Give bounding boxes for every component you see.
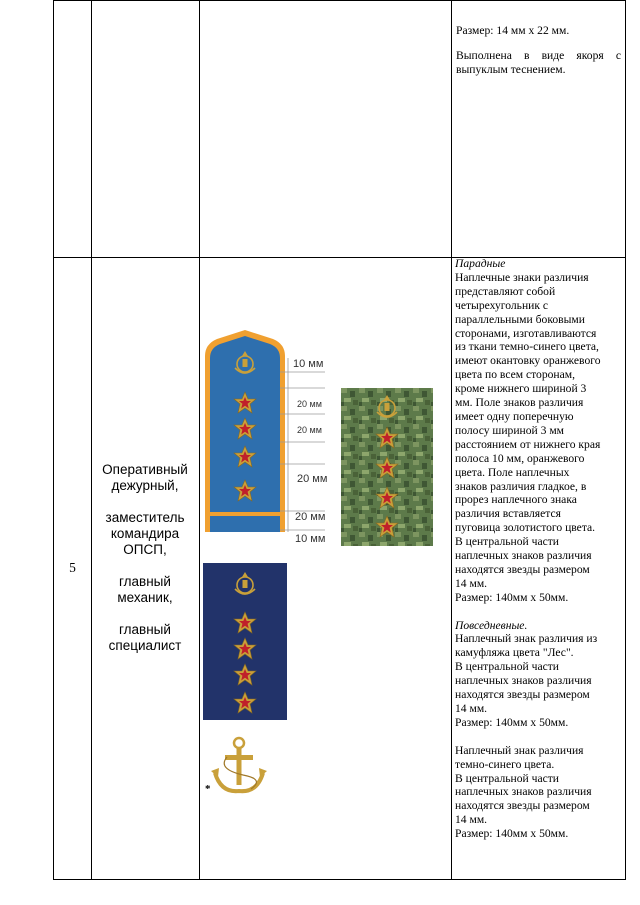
parade-line: параллельными боковыми xyxy=(455,312,585,326)
dimension-label: 10 мм xyxy=(293,358,324,370)
daily-line: наплечных знаков различия xyxy=(455,674,592,688)
position-line: ОПСП, xyxy=(123,542,167,557)
row-number: 5 xyxy=(69,560,76,575)
position-line: дежурный, xyxy=(111,478,179,493)
daily-line: наплечных знаков различия xyxy=(455,785,592,799)
parade-line: 14 мм. xyxy=(455,576,488,590)
top-row-description xyxy=(456,24,621,77)
daily-line: 14 мм. xyxy=(455,813,488,827)
parade-line: кроме нижнего шириной 3 xyxy=(455,382,587,396)
daily-line: темно-синего цвета. xyxy=(455,757,555,771)
parade-line: расстоянием от нижнего края xyxy=(455,437,601,451)
daily-line: находятся звезды размером xyxy=(455,688,590,702)
camouflage-shoulder-board xyxy=(341,388,433,546)
parade-line: мм. Поле знаков различия xyxy=(455,396,584,410)
parade-line: полосу шириной 3 мм xyxy=(455,423,565,437)
daily-line: камуфляжа цвета "Лес". xyxy=(455,646,574,660)
daily-title: Повседневные. xyxy=(455,618,528,632)
parade-line: различия вставляется xyxy=(455,507,561,521)
position-line: Оперативный xyxy=(102,462,188,477)
position-line: специалист xyxy=(108,638,182,653)
anchor-description: Выполнена в виде якоря с выпуклым теснением. xyxy=(456,48,621,76)
parade-line: находятся звезды размером xyxy=(455,562,590,576)
parade-line: Наплечные знаки различия xyxy=(455,270,589,284)
position-line: командира xyxy=(110,526,180,541)
position-line: механик, xyxy=(117,590,173,605)
parade-line: наплечных знаков различия xyxy=(455,549,592,563)
parade-title: Парадные xyxy=(455,257,506,270)
position-line: главный xyxy=(119,574,171,589)
table-border-left xyxy=(53,0,54,880)
parade-line: имеет одну поперечную xyxy=(455,409,574,423)
parade-line: прорез наплечного знака xyxy=(455,493,577,507)
dimension-label: 10 мм xyxy=(295,533,326,545)
table-border-bottom xyxy=(53,879,626,880)
parade-line: четырехугольник с xyxy=(455,298,549,312)
parade-line: знаков различия гладкое, в xyxy=(455,479,587,493)
daily-line: Наплечный знак различия xyxy=(455,743,584,757)
parade-line: сторонами, изготавливаются xyxy=(455,326,597,340)
parade-line: из ткани темно-синего цвета, xyxy=(455,340,599,354)
size-text: Размер: 14 мм х 22 мм. xyxy=(456,24,570,37)
dimension-label: 20 мм xyxy=(297,425,322,435)
daily-line: Размер: 140мм х 50мм. xyxy=(455,715,569,729)
daily-line: 14 мм. xyxy=(455,701,488,715)
daily-line: Размер: 140мм х 50мм. xyxy=(455,827,569,841)
parade-line: цвета. Поле наплечных xyxy=(455,465,570,479)
parade-line: имеют окантовку оранжевого xyxy=(455,354,601,368)
position-line: заместитель xyxy=(105,510,185,525)
asterisk-note: * xyxy=(205,783,211,795)
dimension-label: 20 мм xyxy=(297,473,328,485)
daily-line: В центральной части xyxy=(455,771,560,785)
dimension-label: 20 мм xyxy=(295,511,326,523)
parade-line: В центральной части xyxy=(455,535,560,549)
daily-line: находятся звезды размером xyxy=(455,799,590,813)
table-border-right xyxy=(625,0,626,880)
navy-shoulder-board xyxy=(203,563,287,720)
description-column xyxy=(455,257,623,841)
parade-line: пуговица золотистого цвета. xyxy=(455,521,596,535)
parade-line: Размер: 140мм х 50мм. xyxy=(455,590,569,604)
parade-line: представляют собой xyxy=(455,284,556,298)
dimension-label: 20 мм xyxy=(297,399,322,409)
table-border-top xyxy=(53,0,626,1)
table-divider-1 xyxy=(91,0,92,880)
anchor-icon xyxy=(207,735,277,797)
daily-line: Наплечный знак различия из xyxy=(455,632,598,646)
parade-line: цвета по всем сторонам, xyxy=(455,368,576,382)
position-line: главный xyxy=(119,622,171,637)
daily-line: В центральной части xyxy=(455,660,560,674)
parade-line: полоса 10 мм, оранжевого xyxy=(455,451,585,465)
position-titles xyxy=(93,462,197,654)
table-divider-3 xyxy=(451,0,452,880)
